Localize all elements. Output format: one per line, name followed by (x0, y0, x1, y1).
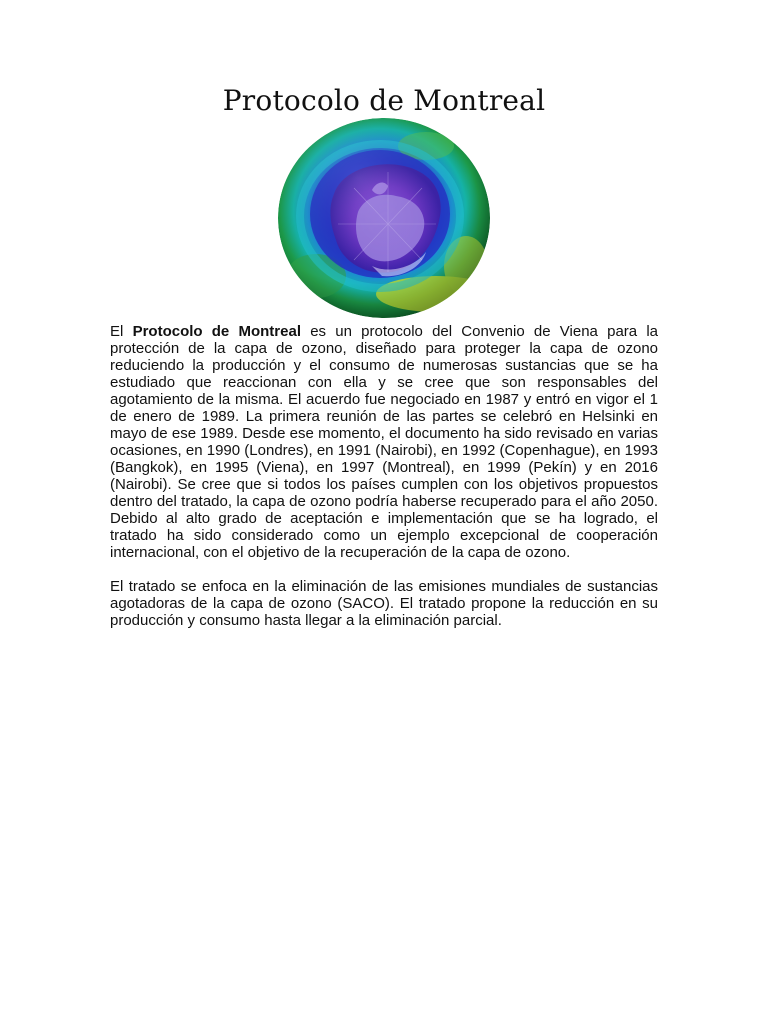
ozone-hole-globe-icon (276, 116, 492, 320)
paragraph-2: El tratado se enfoca en la eliminación de las emisiones mundiales de sustancias agotadoras de la capa de ozono (SACO). El tratado propone la reducción en su producción y consumo hasta llegar a la eliminación parcial. (110, 578, 658, 629)
page-title: Protocolo de Montreal (222, 84, 546, 117)
paragraph-1-rest: es un protocolo del Convenio de Viena para la protección de la capa de ozono, diseñado para proteger la capa de ozono reduciendo la producción y el consumo de numerosas sustancias que se ha estudiado que reaccionan con ella y se cree que son responsables del agotamiento de la misma. El acuerdo fue negociado en 1987 y entró en vigor el 1 de enero de 1989. La primera reunión de las partes se celebró en Helsinki en mayo de ese 1989. Desde ese momento, el documento ha sido revisado en varias ocasiones, en 1990 (Londres), en 1991 (Nairobi), en 1992 (Copenhague), en 1993 (Bangkok), en 1995 (Viena), en 1997 (Montreal), en 1999 (Pekín) y en 2016 (Nairobi). Se cree que si todos los países cumplen con los objetivos propuestos dentro del tratado, la capa de ozono podría haberse recuperado para el año 2050. Debido al alto grado de aceptación e implementación que se ha logrado, el tratado ha sido considerado como un ejemplo excepcional de cooperación internacional, con el objetivo de la recuperación de la capa de ozono. (110, 323, 659, 561)
ozone-globe-image (276, 116, 492, 320)
body-text (110, 323, 658, 646)
paragraph-1 (110, 323, 658, 561)
paragraph-1-lead: El (110, 323, 133, 340)
bold-term: Protocolo de Montreal (132, 323, 301, 340)
